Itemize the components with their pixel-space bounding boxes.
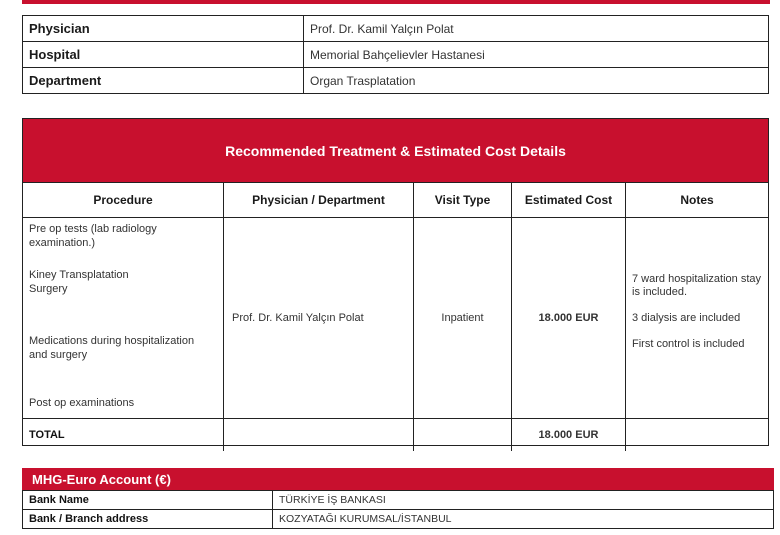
treatment-table [23, 183, 768, 451]
info-value: Organ Trasplatation [304, 68, 769, 94]
column-header-procedure: Procedure [23, 183, 224, 218]
info-label: Physician [23, 16, 304, 42]
column-header-notes: Notes [626, 183, 769, 218]
info-value: Prof. Dr. Kamil Yalçın Polat [304, 16, 769, 42]
procedure-cell [23, 218, 224, 419]
column-header-physician: Physician / Department [224, 183, 414, 218]
column-header-visit-type: Visit Type [414, 183, 512, 218]
treatment-section-title: Recommended Treatment & Estimated Cost Details [23, 119, 768, 183]
bank-table [22, 490, 774, 529]
info-row-physician [23, 16, 769, 42]
info-label: Department [23, 68, 304, 94]
treatment-row [23, 218, 768, 419]
bank-row [23, 491, 774, 510]
column-header-estimated-cost: Estimated Cost [512, 183, 626, 218]
bank-account-section [22, 468, 774, 529]
info-row-department [23, 68, 769, 94]
total-row [23, 419, 768, 452]
procedure-item: Post op examinations [29, 397, 135, 409]
physician-cell: Prof. Dr. Kamil Yalçın Polat [224, 218, 414, 419]
physician-info-table [22, 15, 769, 94]
bank-value: KOZYATAĞI KURUMSAL/İSTANBUL [273, 510, 774, 529]
notes-cell [626, 218, 769, 419]
note-item: 7 ward hospitalization stay is included. [632, 272, 762, 298]
info-value: Memorial Bahçelievler Hastanesi [304, 42, 769, 68]
treatment-header-row [23, 183, 768, 218]
total-label: TOTAL [23, 419, 224, 452]
procedure-item: Kiney Transplatation Surgery [29, 269, 129, 295]
info-row-hospital [23, 42, 769, 68]
bank-label: Bank / Branch address [23, 510, 273, 529]
empty-cell [626, 419, 769, 452]
bank-section-title: MHG-Euro Account (€) [22, 468, 774, 490]
procedure-item: Medications during hospitalization and surgery [29, 335, 195, 361]
info-label: Hospital [23, 42, 304, 68]
note-item: First control is included [632, 337, 745, 350]
note-item: 3 dialysis are included [632, 311, 741, 324]
estimated-cost-cell: 18.000 EUR [512, 218, 626, 419]
visit-type-cell: Inpatient [414, 218, 512, 419]
bank-label: Bank Name [23, 491, 273, 510]
top-accent-bar [22, 0, 770, 4]
empty-cell [414, 419, 512, 452]
empty-cell [224, 419, 414, 452]
bank-row [23, 510, 774, 529]
procedure-item: Pre op tests (lab radiology examination.) [29, 223, 157, 249]
total-cost: 18.000 EUR [512, 419, 626, 452]
treatment-section [22, 118, 769, 446]
bank-value: TÜRKİYE İŞ BANKASI [273, 491, 774, 510]
